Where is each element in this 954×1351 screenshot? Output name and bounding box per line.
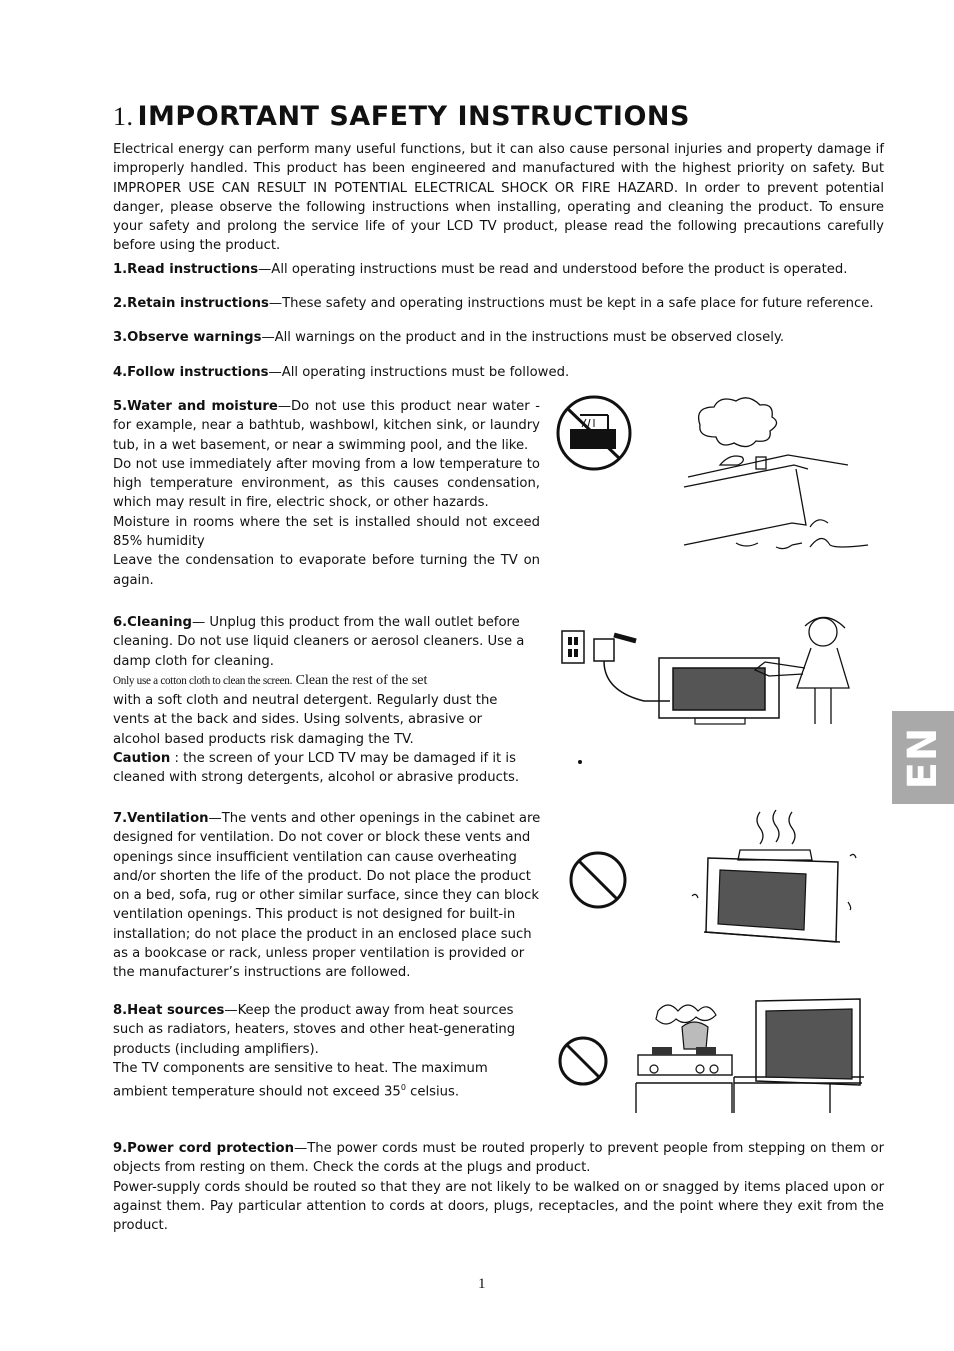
- item-heading: 4.Follow instructions: [113, 365, 269, 380]
- bullet-dot: [578, 760, 582, 764]
- language-tab-label: EN: [900, 726, 946, 789]
- item-text: The TV components are sensitive to heat. The maximum: [113, 1060, 488, 1076]
- item-text: —These safety and operating instructions must be kept in a safe place for future reference.: [268, 296, 874, 311]
- item-text: openings since insufficient ventilation can cause overheating: [113, 849, 517, 865]
- item-read-instructions: [113, 260, 893, 279]
- intro-paragraph: Electrical energy can perform many useful functions, but it can also cause personal injuries and property damage if improperly handled. This product has been engineered and manufactured with the highest priority on safety. But IMPROPER USE CAN RESULT IN POTENTIAL ELECTRICAL SHOCK OR FIRE HAZARD. In order to prevent potential danger, please observe the following instructions when installing, operating and cleaning the product. To ensure your safety and prolong the service life of your LCD TV product, please read the following precautions carefully before using the product.: [113, 142, 884, 254]
- item-text: installation; do not place the product in an enclosed place such: [113, 926, 532, 942]
- stove-and-tv-illustration: [634, 997, 866, 1115]
- item-retain-instructions: [113, 294, 893, 313]
- caution-label: Caution: [113, 751, 171, 767]
- item-heading: 9.Power cord protection: [113, 1141, 295, 1156]
- item-text: —Keep the product away from heat sources: [224, 1003, 514, 1018]
- item-cleaning: [113, 613, 531, 788]
- prohibited-sign-icon: [557, 1035, 609, 1087]
- prohibited-sign-icon: [566, 851, 630, 909]
- item-text: and/or shorten the life of the product. Do not place the product: [113, 868, 531, 884]
- section-title: IMPORTANT SAFETY INSTRUCTIONS: [137, 101, 690, 132]
- item-text: products (including amplifiers).: [113, 1041, 319, 1057]
- no-water-sign-icon: [550, 393, 638, 473]
- item-heading: 1.Read instructions: [113, 262, 259, 277]
- item-text: —All warnings on the product and in the instructions must be observed closely.: [261, 330, 785, 345]
- item-heat-sources: [113, 1001, 543, 1102]
- page-title: [113, 101, 690, 132]
- item-text: as a bookcase or rack, unless proper ventilation is provided or: [113, 946, 525, 962]
- item-power-cord: [113, 1139, 884, 1235]
- item-heading: 6.Cleaning: [113, 615, 192, 630]
- item-text: Moisture in rooms where the set is installed should not exceed 85% humidity: [113, 514, 540, 550]
- item-text: —All operating instructions must be followed.: [268, 365, 570, 380]
- item-text: —Do not use this product near water - for example, near a bathtub, washbowl, kitchen sink, or laundry tub, in a wet basement, or near a swimming pool, and the like.: [113, 399, 540, 453]
- item-heading: 7.Ventilation: [113, 811, 209, 826]
- item-heading: 3.Observe warnings: [113, 330, 262, 345]
- item-text: —The power cords must be routed properly to prevent people from stepping on them or objects from resting on them. Check the cords at the plugs and product.: [113, 1141, 885, 1176]
- covered-tv-illustration: [690, 808, 860, 948]
- language-tab: [892, 711, 954, 804]
- item-text: celsius.: [405, 1084, 460, 1100]
- item-text: ventilation openings. This product is not designed for built-in: [113, 907, 516, 923]
- item-text: —All operating instructions must be read and understood before the product is operated.: [258, 262, 848, 277]
- item-follow-instructions: [113, 363, 893, 382]
- page-number: 1: [478, 1276, 486, 1292]
- item-text: — Unplug this product from the wall outlet before cleaning. Do not use liquid cleaners or aerosol cleaners. Use a damp cloth for cleaning.: [113, 615, 525, 669]
- item-text: Do not use immediately after moving from a low temperature to high temperature environment, as this causes condensation, which may result in fire, electric shock, or other hazards.: [113, 456, 540, 511]
- item-water-moisture: [113, 397, 540, 590]
- item-observe-warnings: [113, 328, 893, 347]
- item-text: Leave the condensation to evaporate before turning the TV on again.: [113, 553, 540, 588]
- item-text: the manufacturer’s instructions are followed.: [113, 965, 411, 981]
- item-text: ambient temperature should not exceed 35: [113, 1084, 401, 1100]
- item-heading: 8.Heat sources: [113, 1003, 225, 1018]
- item-heading: 2.Retain instructions: [113, 296, 269, 311]
- caution-text: : the screen of your LCD TV may be damaged if it is cleaned with strong detergents, alcohol or abrasive products.: [113, 751, 520, 786]
- item-text: Clean the rest of the set: [292, 672, 428, 688]
- item-text-small: Only use a cotton cloth to clean the screen.: [113, 674, 293, 687]
- item-text: —The vents and other openings in the cabinet are: [208, 811, 541, 826]
- section-number: 1.: [113, 102, 134, 131]
- unplug-outlet-illustration: [560, 625, 670, 720]
- item-text: with a soft cloth and neutral detergent. Regularly dust the vents at the back and sides. Using solvents, abrasive or alcohol based products risk damaging the TV.: [113, 693, 498, 747]
- item-text: on a bed, sofa, rug or other similar surface, since they can block: [113, 888, 540, 904]
- superscript: 0: [400, 1083, 406, 1093]
- item-heading: 5.Water and moisture: [113, 399, 278, 414]
- tv-cleaning-illustration: [655, 612, 865, 732]
- item-text: such as radiators, heaters, stoves and other heat-generating: [113, 1022, 516, 1038]
- item-ventilation: [113, 809, 553, 983]
- item-text: Power-supply cords should be routed so that they are not likely to be walked on or snagged by items placed upon or against them. Pay particular attention to cords at doors, plugs, receptacles, and the point where they exit from the product.: [113, 1179, 884, 1234]
- bathtub-illustration: [680, 395, 880, 555]
- item-text: designed for ventilation. Do not cover or block these vents and: [113, 830, 531, 846]
